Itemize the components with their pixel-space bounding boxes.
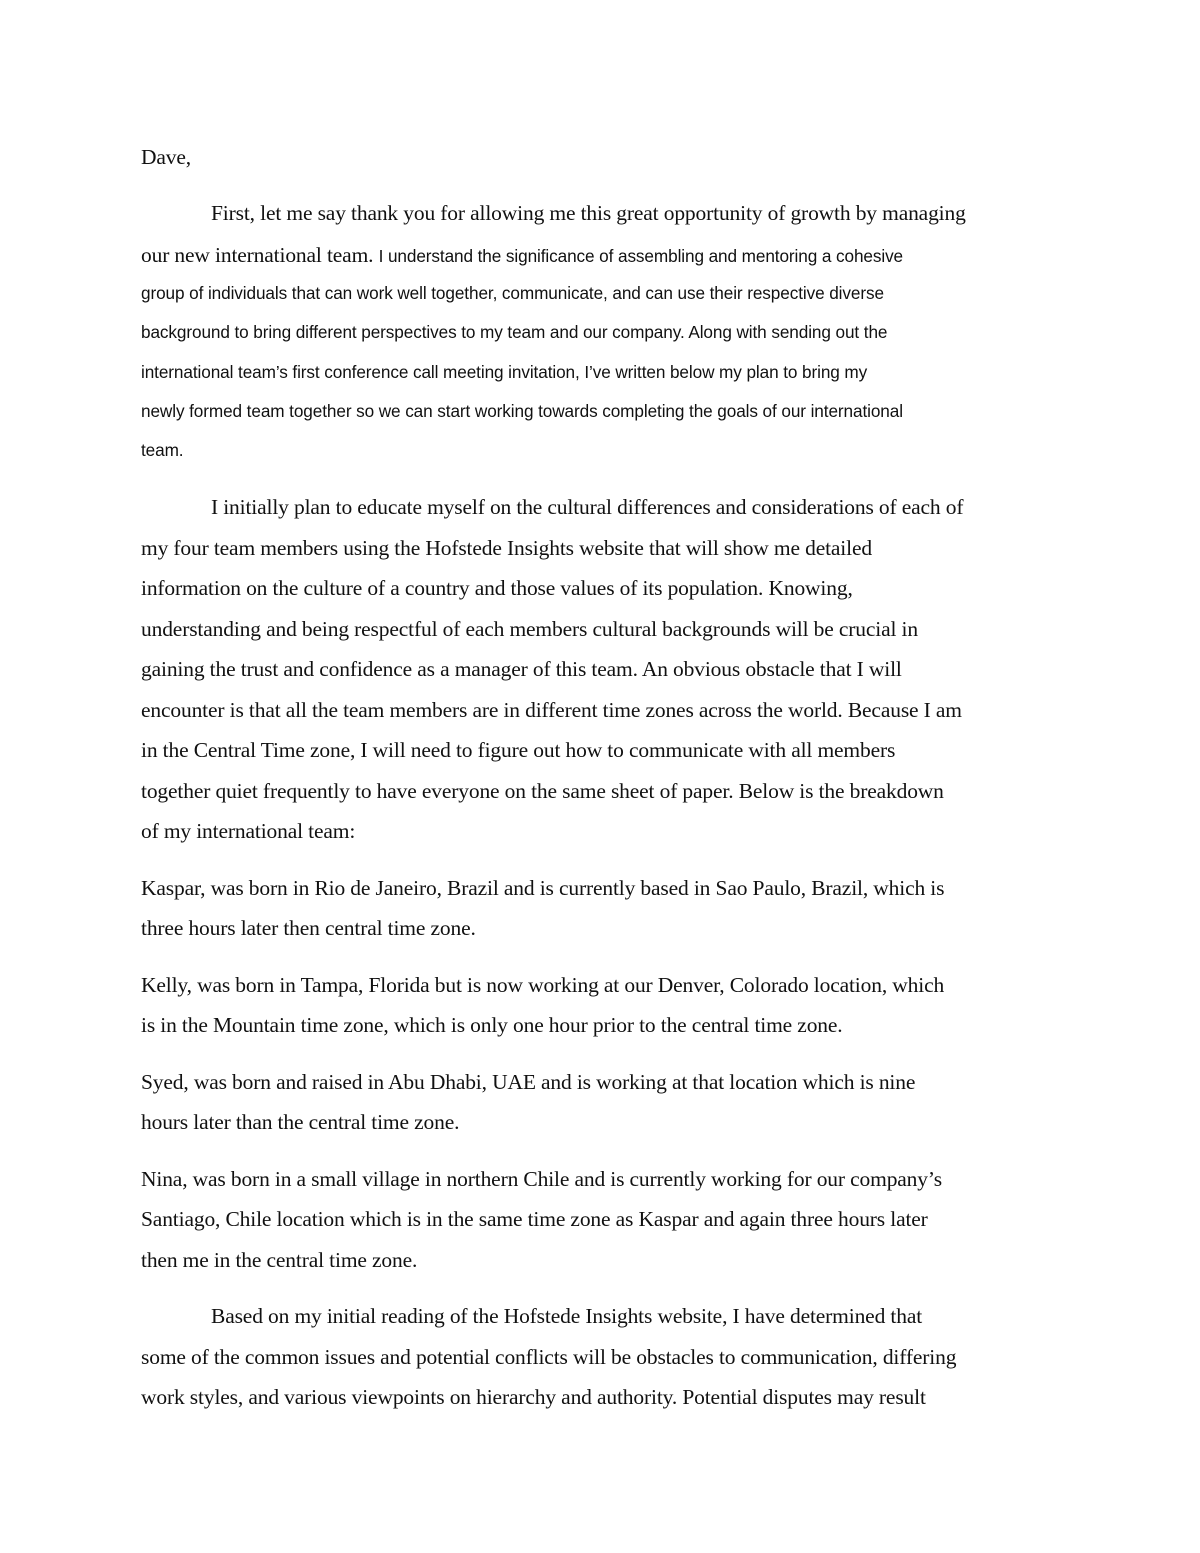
- member-kaspar-line-2: three hours later then central time zone.: [141, 916, 476, 940]
- paragraph-3-line-2: some of the common issues and potential conflicts will be obstacles to communication, differing: [141, 1345, 957, 1369]
- paragraph-1-line-4: background to bring different perspectives to my team and our company. Along with sending out the: [141, 322, 888, 342]
- member-kelly-line-2: is in the Mountain time zone, which is only one hour prior to the central time zone.: [141, 1013, 843, 1037]
- paragraph-3-line-1: Based on my initial reading of the Hofstede Insights website, I have determined that: [211, 1304, 923, 1328]
- paragraph-2-line-2: my four team members using the Hofstede Insights website that will show me detailed: [141, 536, 872, 560]
- paragraph-1-line-5: international team’s first conference call meeting invitation, I’ve written below my plan to bring my: [141, 362, 868, 382]
- paragraph-1-line-2-sans-run: I understand the significance of assembling and mentoring a cohesive: [378, 246, 904, 266]
- paragraph-2-line-5: gaining the trust and confidence as a manager of this team. An obvious obstacle that I will: [141, 657, 902, 681]
- member-nina-line-2: Santiago, Chile location which is in the same time zone as Kaspar and again three hours later: [141, 1207, 928, 1231]
- member-nina-line-3: then me in the central time zone.: [141, 1248, 418, 1272]
- paragraph-2-line-7: in the Central Time zone, I will need to figure out how to communicate with all members: [141, 738, 896, 762]
- paragraph-2-line-4: understanding and being respectful of each members cultural backgrounds will be crucial in: [141, 617, 918, 641]
- salutation: Dave,: [141, 145, 191, 169]
- member-kaspar-line-1: Kaspar, was born in Rio de Janeiro, Brazil and is currently based in Sao Paulo, Brazil, which is: [141, 876, 945, 900]
- paragraph-2-line-8: together quiet frequently to have everyone on the same sheet of paper. Below is the breakdown: [141, 779, 944, 803]
- paragraph-1-line-7: team.: [141, 440, 184, 460]
- paragraph-1-line-6: newly formed team together so we can start working towards completing the goals of our international: [141, 401, 903, 421]
- paragraph-3-line-3: work styles, and various viewpoints on hierarchy and authority. Potential disputes may result: [141, 1385, 926, 1409]
- paragraph-2-line-6: encounter is that all the team members are in different time zones across the world. Because I am: [141, 698, 962, 722]
- member-nina-line-1: Nina, was born in a small village in northern Chile and is currently working for our company’s: [141, 1167, 942, 1191]
- member-kelly-line-1: Kelly, was born in Tampa, Florida but is now working at our Denver, Colorado location, which: [141, 973, 945, 997]
- member-syed-line-2: hours later than the central time zone.: [141, 1110, 460, 1134]
- member-syed-line-1: Syed, was born and raised in Abu Dhabi, UAE and is working at that location which is nine: [141, 1070, 916, 1094]
- paragraph-2-line-3: information on the culture of a country and those values of its population. Knowing,: [141, 576, 853, 600]
- paragraph-1-line-3: group of individuals that can work well together, communicate, and can use their respective diverse: [141, 283, 884, 303]
- paragraph-1-line-2: [141, 245, 903, 267]
- paragraph-2-line-1: I initially plan to educate myself on the cultural differences and considerations of each of: [211, 495, 964, 519]
- paragraph-1-line-1: First, let me say thank you for allowing me this great opportunity of growth by managing: [211, 201, 966, 225]
- paragraph-1-line-2-serif-run: our new international team.: [141, 243, 379, 267]
- paragraph-2-line-9: of my international team:: [141, 819, 356, 843]
